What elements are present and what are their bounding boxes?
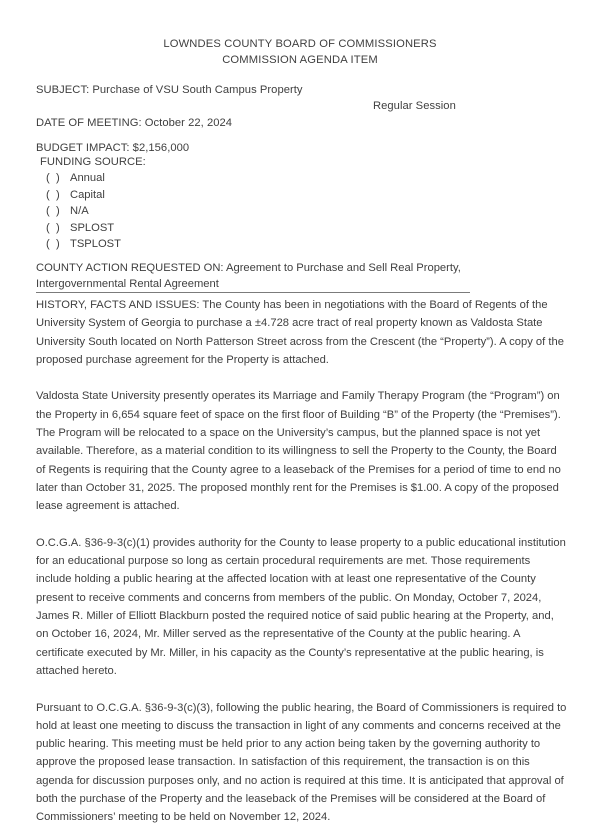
session-type-label: Regular Session bbox=[373, 100, 456, 112]
budget-impact-line: BUDGET IMPACT: $2,156,000 bbox=[36, 142, 190, 154]
header-title-line-1: LOWNDES COUNTY BOARD OF COMMISSIONERS bbox=[163, 38, 437, 50]
checkbox-tsplost[interactable]: ( ) bbox=[46, 238, 60, 250]
paragraph-program-premises: Valdosta State University presently operates its Marriage and Family Therapy Program (the “Program”) on the Property in 6,654 square feet of space on the first floor of Building “B” of the Property (the “Premises”). The Program will be relocated to a space on the University’s campus, but the planned space is not yet available. Therefore, as a material condition to its willingness to sell the Property to the County, the Board of Regents is requiring that the County agree to a leaseback of the Premises for a period of time to end no later than October 31, 2025. The proposed monthly rent for the Premises is $1.00. A copy of the proposed lease agreement is attached. bbox=[36, 390, 561, 513]
county-action-requested-block bbox=[36, 261, 470, 292]
funding-option-splost[interactable] bbox=[46, 220, 286, 237]
funding-option-annual[interactable] bbox=[46, 170, 286, 187]
county-action-line-2: Intergovernmental Rental Agreement bbox=[36, 277, 219, 290]
checkbox-annual[interactable]: ( ) bbox=[46, 172, 60, 184]
subject-line: SUBJECT: Purchase of VSU South Campus Property bbox=[36, 84, 303, 96]
section-divider bbox=[36, 292, 470, 293]
funding-option-label: SPLOST bbox=[70, 221, 115, 234]
checkbox-splost[interactable]: ( ) bbox=[46, 221, 60, 234]
funding-option-label: N/A bbox=[70, 205, 89, 217]
funding-option-label: Capital bbox=[70, 188, 105, 201]
header-title-line-2: COMMISSION AGENDA ITEM bbox=[222, 54, 378, 66]
funding-option-na[interactable] bbox=[46, 203, 286, 220]
checkbox-na[interactable]: ( ) bbox=[46, 205, 60, 217]
funding-option-capital[interactable] bbox=[46, 187, 286, 204]
checkbox-capital[interactable]: ( ) bbox=[46, 188, 60, 201]
date-of-meeting-line: DATE OF MEETING: October 22, 2024 bbox=[36, 117, 233, 129]
county-action-line-1: COUNTY ACTION REQUESTED ON: Agreement to Purchase and Sell Real Property, bbox=[36, 262, 461, 274]
document-body bbox=[36, 296, 567, 827]
funding-source-options bbox=[46, 170, 286, 253]
funding-source-label: FUNDING SOURCE: bbox=[40, 156, 146, 168]
paragraph-history-facts-issues: HISTORY, FACTS AND ISSUES: The County has been in negotiations with the Board of Regents of the University System of Georgia to purchase a ±4.728 acre tract of real property known as Valdosta State University South located on North Patterson Street across from the Crescent (the “Property”). A copy of the proposed purchase agreement for the Property is attached. bbox=[36, 299, 564, 366]
paragraph-ocga-36-9-3-c-1: O.C.G.A. §36-9-3(c)(1) provides authority for the County to lease property to a public educational institution for an educational purpose so long as certain procedural requirements are met. Those requirements include holding a public hearing at the affected location with at least one representative of the County present to receive comments and concerns from members of the public. On Monday, October 7, 2024, James R. Miller of Elliott Blackburn posted the required notice of said public hearing at the Property, and, on October 16, 2024, Mr. Miller served as the representative of the County at the public hearing. A certificate executed by Mr. Miller, in his capacity as the County’s representative at the public hearing, is attached hereto. bbox=[36, 536, 566, 677]
funding-option-label: TSPLOST bbox=[70, 238, 121, 250]
paragraph-ocga-36-9-3-c-3: Pursuant to O.C.G.A. §36-9-3(c)(3), following the public hearing, the Board of Commissioners is required to hold at least one meeting to discuss the transaction in light of any comments and concerns received at the public hearing. This meeting must be held prior to any action being taken by the governing authority to approve the proposed lease transaction. In satisfaction of this requirement, the transaction is on this agenda for discussion purposes only, and no action is required at this time. It is anticipated that approval of both the purchase of the Property and the leaseback of the Premises will be considered at the Board of Commissioners’ meeting to be held on November 12, 2024. bbox=[36, 701, 567, 824]
document-header bbox=[0, 36, 600, 68]
funding-option-tsplost[interactable] bbox=[46, 236, 286, 253]
funding-option-label: Annual bbox=[70, 172, 105, 184]
